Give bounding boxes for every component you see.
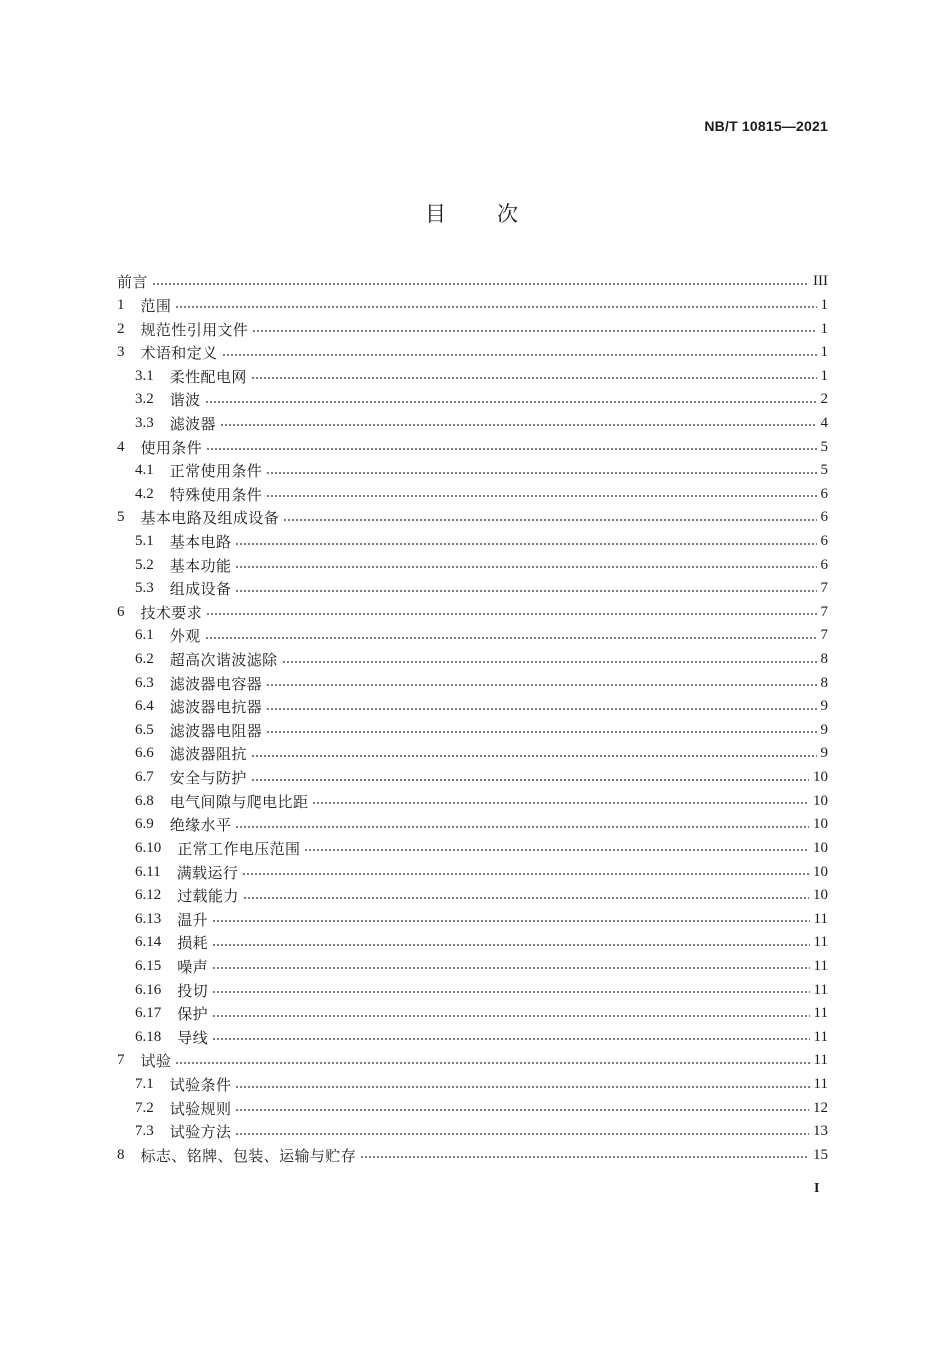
toc-entry-number: 6.3	[135, 674, 154, 691]
toc-entry-page: 10	[813, 816, 828, 833]
toc-entry-page: 10	[813, 887, 828, 904]
toc-entry-page: 11	[813, 1052, 828, 1069]
toc-entry-page: 11	[813, 910, 828, 927]
toc-entry-number: 6.17	[135, 1005, 162, 1022]
toc-entry-title: 基本电路及组成设备	[140, 509, 280, 528]
toc-entry-number: 3.2	[135, 391, 154, 408]
toc-entry	[117, 294, 828, 318]
toc-entry-title: 滤波器阻抗	[169, 745, 247, 764]
toc-entry-title: 超高次谐波滤除	[169, 651, 278, 670]
dot-leader	[176, 306, 816, 308]
toc-entry	[117, 884, 828, 908]
toc-entry-page: 1	[820, 367, 828, 384]
toc-entry	[117, 671, 828, 695]
toc-entry-page: 4	[820, 414, 828, 431]
toc-entry	[117, 624, 828, 648]
dot-leader	[236, 543, 816, 545]
dot-leader	[267, 495, 816, 497]
toc-entry-number: 6.14	[135, 934, 162, 951]
toc-entry-page: 2	[820, 391, 828, 408]
toc-entry-page: 10	[813, 863, 828, 880]
toc-entry-page: 5	[820, 462, 828, 479]
toc-entry	[117, 506, 828, 530]
dot-leader	[361, 1156, 809, 1158]
toc-entry-page: 6	[820, 533, 828, 549]
dot-leader	[253, 330, 816, 332]
toc-entry	[117, 648, 828, 672]
toc-entry-title: 前言	[117, 273, 148, 292]
toc-entry-title: 基本功能	[169, 556, 232, 575]
toc-entry-title: 满载运行	[176, 863, 239, 882]
toc-entry-page: III	[813, 273, 828, 290]
dot-leader	[267, 708, 816, 710]
dot-leader	[236, 1133, 809, 1135]
dot-leader	[313, 802, 809, 804]
toc-entry	[117, 601, 828, 625]
toc-entry	[117, 412, 828, 436]
dot-leader	[236, 1086, 809, 1088]
toc-entry	[117, 1049, 828, 1073]
toc-entry-number: 6.4	[135, 698, 154, 715]
toc-entry-page: 11	[813, 1005, 828, 1022]
toc-entry-number: 6.16	[135, 981, 162, 998]
toc-entry-title: 正常工作电压范围	[177, 839, 301, 858]
dot-leader	[236, 1109, 809, 1111]
toc-entry-title: 柔性配电网	[169, 367, 247, 386]
toc-entry	[117, 695, 828, 719]
toc-entry	[117, 1096, 828, 1120]
toc-entry-page: 11	[813, 981, 828, 998]
toc-entry-number: 6.18	[135, 1028, 162, 1045]
standard-number: NB/T 10815—2021	[704, 118, 828, 134]
toc-entry	[117, 1120, 828, 1144]
toc-entry-title: 温升	[177, 910, 209, 929]
toc-entry	[117, 719, 828, 743]
toc-entry-number: 6.10	[135, 839, 162, 856]
toc-entry-page: 6	[820, 509, 828, 526]
toc-entry-title: 滤波器电容器	[169, 674, 263, 693]
toc-entry-number: 7.1	[135, 1076, 154, 1093]
toc-entry-page: 11	[813, 957, 828, 974]
toc-entry-title: 试验规则	[169, 1099, 232, 1118]
dot-leader	[267, 684, 816, 686]
toc-entry-title: 试验	[140, 1052, 172, 1071]
page-number: I	[814, 1181, 820, 1196]
toc-entry-page: 1	[820, 296, 828, 313]
toc-entry-number: 7.2	[135, 1099, 154, 1116]
toc-entry-page: 13	[813, 1123, 828, 1140]
toc-entry	[117, 388, 828, 412]
toc-entry-title: 技术要求	[140, 603, 203, 622]
toc-entry-number: 4.2	[135, 485, 154, 502]
dot-leader	[283, 661, 817, 663]
toc-entry	[117, 1002, 828, 1026]
toc-entry	[117, 435, 828, 459]
toc-entry	[117, 907, 828, 931]
toc-entry	[117, 341, 828, 365]
toc-entry-page: 7	[820, 580, 828, 597]
toc-entry-number: 6.13	[135, 910, 162, 927]
toc-entry-number: 3.3	[135, 414, 154, 431]
toc-entry-title: 试验条件	[169, 1076, 232, 1095]
toc-entry	[117, 789, 828, 813]
toc-entry-title: 试验方法	[169, 1123, 232, 1142]
toc-entry-number: 4	[117, 438, 125, 455]
toc-entry-page: 8	[820, 674, 828, 691]
toc-entry-title: 过载能力	[177, 887, 239, 906]
toc-entry-page: 5	[820, 438, 828, 455]
toc-entry-page: 6	[820, 485, 828, 502]
toc-entry-number: 6.15	[135, 957, 162, 974]
toc-entry	[117, 482, 828, 506]
toc-entry-number: 1	[117, 296, 125, 313]
toc-entry-page: 12	[813, 1099, 828, 1116]
dot-leader	[207, 448, 816, 450]
toc-entry	[117, 766, 828, 790]
toc-entry-number: 6.7	[135, 769, 154, 786]
toc-entry-page: 7	[820, 627, 828, 644]
toc-entry-number: 6.11	[135, 863, 161, 880]
toc-entry-page: 10	[813, 769, 828, 786]
toc-entry-number: 6.6	[135, 745, 154, 762]
toc-entry	[117, 530, 828, 554]
dot-leader	[284, 519, 816, 521]
toc-entry-number: 2	[117, 320, 125, 337]
toc-entry-title: 电气间隙与爬电比距	[169, 792, 309, 811]
toc-entry-title: 损耗	[177, 934, 209, 953]
dot-leader	[213, 967, 809, 969]
toc-entry	[117, 1144, 828, 1168]
toc-entry-number: 6	[117, 603, 125, 620]
toc-entry-page: 15	[813, 1146, 828, 1163]
toc-entry-page: 7	[820, 603, 828, 620]
toc-entry-title: 规范性引用文件	[140, 320, 249, 339]
dot-leader	[267, 472, 816, 474]
toc-entry-title: 滤波器	[169, 414, 216, 433]
dot-leader	[252, 755, 817, 757]
toc-entry-title: 滤波器电抗器	[169, 698, 263, 717]
toc-entry-number: 8	[117, 1146, 125, 1163]
toc-entry-title: 使用条件	[140, 438, 203, 457]
toc-entry-page: 11	[813, 1076, 828, 1093]
toc-entry-title: 绝缘水平	[169, 816, 232, 835]
dot-leader	[213, 920, 809, 922]
toc-entry	[117, 1026, 828, 1050]
dot-leader	[244, 897, 809, 899]
toc-entry-number: 4.1	[135, 462, 154, 479]
toc-entry-number: 6.1	[135, 627, 154, 644]
toc-entry-number: 6.5	[135, 721, 154, 738]
toc-entry-number: 7	[117, 1052, 125, 1069]
toc-entry-title: 导线	[177, 1028, 209, 1047]
toc-entry-number: 5	[117, 509, 125, 526]
dot-leader	[221, 424, 817, 426]
toc-entry-title: 噪声	[177, 957, 209, 976]
dot-leader	[305, 849, 809, 851]
toc-entry-number: 3.1	[135, 367, 154, 384]
toc-entry-page: 1	[820, 320, 828, 337]
dot-leader	[236, 566, 816, 568]
dot-leader	[153, 283, 809, 285]
toc-entry-number: 6.2	[135, 651, 154, 668]
toc-entry	[117, 364, 828, 388]
toc-entry-title: 安全与防护	[169, 769, 247, 788]
dot-leader	[252, 377, 817, 379]
dot-leader	[213, 991, 809, 993]
toc-entry-page: 8	[820, 651, 828, 668]
dot-leader	[213, 1038, 809, 1040]
toc-entry-number: 6.9	[135, 816, 154, 833]
toc-entry	[117, 860, 828, 884]
toc-entry-number: 6.12	[135, 887, 162, 904]
toc-entry-title: 保护	[177, 1005, 209, 1024]
toc-entry-number: 6.8	[135, 792, 154, 809]
toc-entry-title: 范围	[140, 296, 172, 315]
toc-entry-title: 术语和定义	[140, 344, 218, 363]
toc-entry-page: 10	[813, 792, 828, 809]
dot-leader	[176, 1062, 809, 1064]
toc-entry-title: 滤波器电阻器	[169, 721, 263, 740]
toc-entry-page: 11	[813, 1028, 828, 1045]
toc-entry-page: 11	[813, 934, 828, 951]
dot-leader	[236, 826, 809, 828]
dot-leader	[267, 731, 816, 733]
toc-entry-page: 10	[813, 839, 828, 856]
dot-leader	[206, 637, 817, 639]
toc-entry-title: 正常使用条件	[169, 462, 263, 481]
dot-leader	[206, 401, 817, 403]
dot-leader	[243, 873, 809, 875]
toc-entry-number: 5.1	[135, 533, 154, 549]
toc-entry	[117, 459, 828, 483]
toc-entry	[117, 931, 828, 955]
toc-entry	[117, 813, 828, 837]
toc-entry-title: 标志、铭牌、包装、运输与贮存	[140, 1146, 357, 1165]
toc-entry-number: 3	[117, 344, 125, 361]
toc-entry-title: 外观	[169, 627, 201, 646]
toc-entry-page: 9	[820, 698, 828, 715]
toc-entry-page: 6	[820, 556, 828, 573]
page-title: 目 次	[425, 202, 533, 226]
dot-leader	[236, 590, 816, 592]
dot-leader	[213, 944, 809, 946]
toc-entry-title: 组成设备	[169, 580, 232, 599]
toc-entry-page: 9	[820, 745, 828, 762]
toc-entry-title: 投切	[177, 981, 209, 1000]
toc-entry	[117, 978, 828, 1002]
toc-entry	[117, 553, 828, 577]
toc-entry	[117, 317, 828, 341]
toc-entry-title: 特殊使用条件	[169, 485, 263, 504]
toc-entry	[117, 577, 828, 601]
toc-entry-title: 谐波	[169, 391, 201, 410]
toc-entry-page: 1	[820, 344, 828, 361]
toc-entry-number: 5.3	[135, 580, 154, 597]
toc-entry	[117, 837, 828, 861]
toc-entry	[117, 742, 828, 766]
dot-leader	[223, 354, 817, 356]
toc-entry-number: 5.2	[135, 556, 154, 573]
toc-entry-title: 基本电路	[169, 533, 232, 551]
toc-entry-page: 9	[820, 721, 828, 738]
dot-leader	[252, 779, 809, 781]
table-of-contents	[117, 270, 828, 1167]
toc-entry-number: 7.3	[135, 1123, 154, 1140]
toc-entry	[117, 955, 828, 979]
toc-entry	[117, 1073, 828, 1097]
toc-entry	[117, 270, 828, 294]
dot-leader	[207, 613, 816, 615]
dot-leader	[213, 1015, 809, 1017]
